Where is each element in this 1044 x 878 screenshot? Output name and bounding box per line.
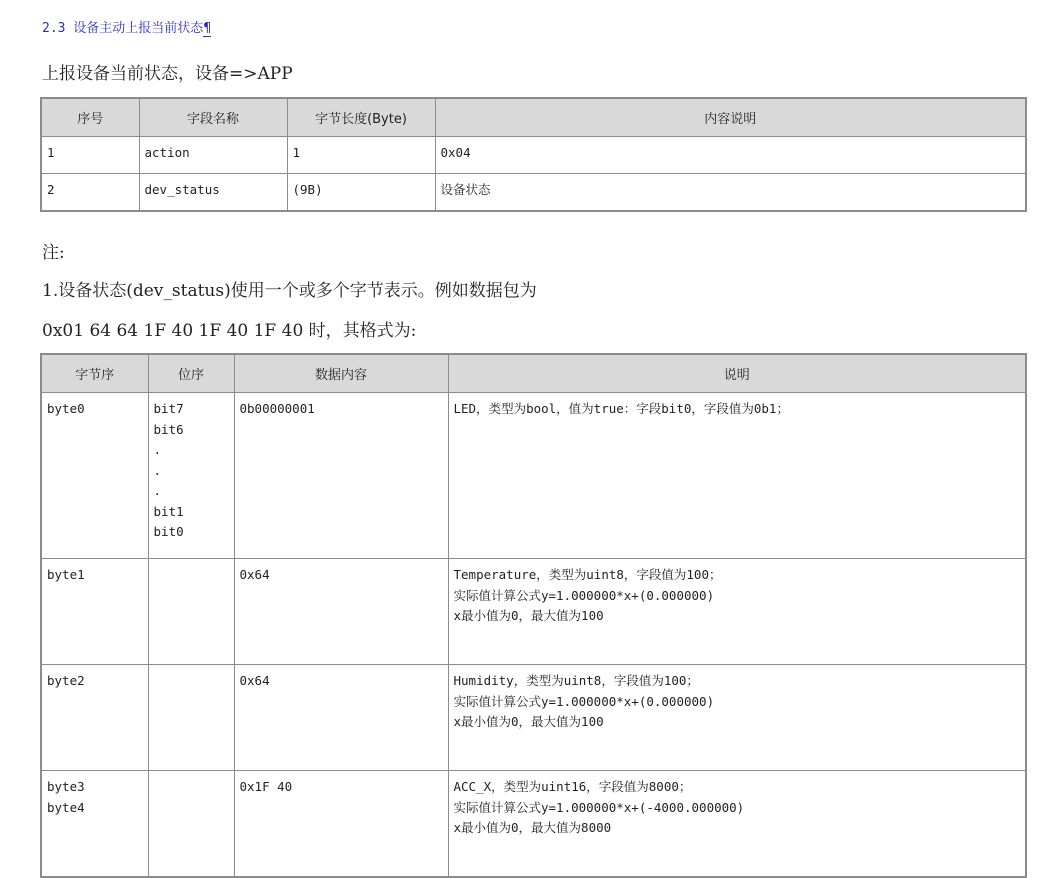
cell-data-content: 0x1F 40 <box>234 771 448 878</box>
cell-bit-order-line: bit7 <box>153 401 184 416</box>
cell-bit-order-line: . <box>153 442 162 457</box>
cell-index: 2 <box>41 174 139 212</box>
note-label: 注: <box>42 243 65 263</box>
cell-explanation-line: Humidity，类型为uint8，字段值为100； <box>453 673 699 688</box>
table-row <box>41 665 1026 771</box>
cell-bit-order-line: bit6 <box>153 421 184 437</box>
pilcrow-mark: ¶ <box>203 21 212 36</box>
cell-bit-order-line: bit1 <box>153 503 184 519</box>
table-row <box>41 771 1026 878</box>
cell-byte-length: 1 <box>287 137 435 174</box>
note-line-2: 0x01 64 64 1F 40 1F 40 1F 40 时，其格式为: <box>42 321 417 341</box>
section-heading-text: 2.3 设备主动上报当前状态 <box>42 21 204 36</box>
cell-explanation-line: 实际值计算公式y=1.000000*x+(0.000000) <box>453 693 715 709</box>
cell-bit-order-line: . <box>153 462 162 478</box>
table-row <box>41 559 1026 665</box>
cell-description: 0x04 <box>435 137 1026 174</box>
cell-explanation <box>448 393 1026 559</box>
cell-byte-order-line: byte3 <box>47 779 85 794</box>
cell-byte-order <box>41 559 148 665</box>
field-table <box>40 97 1027 212</box>
status-table-header-row <box>41 354 1026 393</box>
cell-explanation <box>448 771 1026 878</box>
cell-data-content: 0x64 <box>234 665 448 771</box>
cell-bit-order-line: bit0 <box>153 524 184 539</box>
cell-explanation-line: ACC_X，类型为uint16，字段值为8000； <box>453 779 692 794</box>
cell-field-name: dev_status <box>139 174 287 212</box>
cell-explanation-line: x最小值为0，最大值为8000 <box>453 820 612 835</box>
cell-byte-length: (9B) <box>287 174 435 212</box>
cell-bit-order <box>148 559 234 665</box>
header-byte-order: 字节序 <box>41 354 148 393</box>
cell-explanation-line: x最小值为0，最大值为100 <box>453 608 604 623</box>
cell-byte-order-line: byte2 <box>47 673 85 688</box>
header-field-name: 字段名称 <box>139 98 287 137</box>
cell-explanation <box>448 559 1026 665</box>
table-row <box>41 137 1026 174</box>
header-explanation: 说明 <box>448 354 1026 393</box>
cell-description: 设备状态 <box>435 174 1026 212</box>
header-bit-order: 位序 <box>148 354 234 393</box>
cell-data-content: 0x64 <box>234 559 448 665</box>
section-heading <box>42 17 211 36</box>
cell-bit-order <box>148 393 234 559</box>
cell-bit-order <box>148 665 234 771</box>
table-row <box>41 174 1026 212</box>
cell-byte-order <box>41 771 148 878</box>
header-data-content: 数据内容 <box>234 354 448 393</box>
cell-byte-order <box>41 665 148 771</box>
table-row <box>41 393 1026 559</box>
cell-byte-order-line: byte1 <box>47 567 85 582</box>
field-table-header-row <box>41 98 1026 137</box>
cell-explanation-line: 实际值计算公式y=1.000000*x+(-4000.000000) <box>453 799 745 815</box>
cell-bit-order-line: . <box>153 483 162 498</box>
header-description: 内容说明 <box>435 98 1026 137</box>
cell-bit-order <box>148 771 234 878</box>
cell-explanation-line: LED，类型为bool，值为true：字段bit0，字段值为0b1； <box>453 401 789 416</box>
cell-byte-order <box>41 393 148 559</box>
note-line-1: 1.设备状态(dev_status)使用一个或多个字节表示。例如数据包为 <box>42 281 537 301</box>
cell-explanation-line: Temperature，类型为uint8，字段值为100； <box>453 567 722 582</box>
cell-byte-order-line: byte0 <box>47 401 85 416</box>
header-index: 序号 <box>41 98 139 137</box>
cell-field-name: action <box>139 137 287 174</box>
cell-explanation-line: x最小值为0，最大值为100 <box>453 714 604 729</box>
cell-byte-order-line: byte4 <box>47 799 85 815</box>
header-byte-length: 字节长度(Byte) <box>287 98 435 137</box>
cell-explanation-line: 实际值计算公式y=1.000000*x+(0.000000) <box>453 587 715 603</box>
cell-explanation <box>448 665 1026 771</box>
intro-text: 上报设备当前状态，设备=>APP <box>42 64 293 84</box>
cell-index: 1 <box>41 137 139 174</box>
cell-data-content: 0b00000001 <box>234 393 448 559</box>
status-format-table <box>40 353 1027 878</box>
